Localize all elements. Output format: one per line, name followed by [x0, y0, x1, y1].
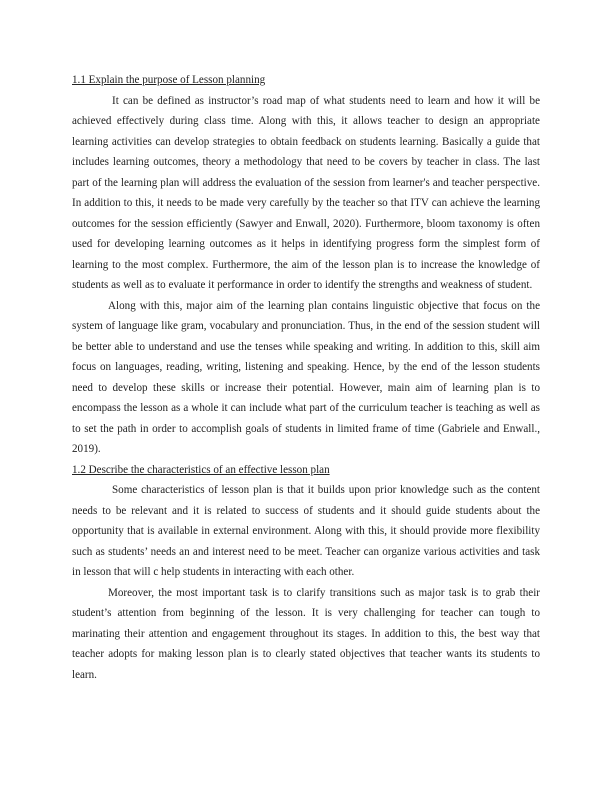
paragraph-purpose-aims: Along with this, major aim of the learning plan contains linguistic objective that focus on the system of language like gram, vocabulary and pronunciation. Thus, in the end of the session student will be better able to understand and use the tenses while speaking and writing. In addition to this, skill aim focus on languages, reading, writing, listening and speaking. Hence, by the end of the lesson students need to develop these skills or increase their potential. However, main aim of learning plan is to encompass the lesson as a whole it can include what part of the curriculum teacher is teaching as well as to set the path in order to accomplish goals of students in limited frame of time (Gabriele and Enwall., 2019). — [72, 299, 540, 455]
section-heading-purpose — [72, 70, 540, 91]
document-page — [72, 70, 540, 685]
section-heading-characteristics — [72, 460, 540, 481]
paragraph-characteristics: Some characteristics of lesson plan is that it builds upon prior knowledge such as the content needs to be relevant and it is related to success of students and it should guide students about the opportunity that is available in external environment. Along with this, it should provide more flexibility such as students’ needs an and interest need to be meet. Teacher can organize various activities and task in lesson that will c help students in interacting with each other. — [72, 484, 540, 578]
section-heading-characteristics-main: characteristics of an effective lesson plan — [147, 463, 330, 476]
paragraph-transitions: Moreover, the most important task is to clarify transitions such as major task is to grab their student’s attention from beginning of the lesson. It is very challenging for teacher can tough to marinating their attention and engagement throughout its stages. In addition to this, the best way that teacher adopts for making lesson plan is to clearly stated objectives that teacher wants its students to learn. — [72, 586, 540, 681]
paragraph-purpose-definition: It can be defined as instructor’s road map of what students need to learn and how it will be achieved effectively during class time. Along with this, it allows teacher to design an appropriate learning activities can develop strategies to obtain feedback on students learning. Basically a guide that includes learning outcomes, theory a methodology that need to be covers by teacher in class. The last part of the learning plan will address the evaluation of the session from learner's and teacher perspective. In addition to this, it needs to be made very carefully by the teacher so that ITV can achieve the learning outcomes for the session efficiently (Sawyer and Enwall, 2020). Furthermore, bloom taxonomy is often used for developing learning outcomes as it helps in identifying progress form the simplest form of learning to the most complex. Furthermore, the aim of the lesson plan is to increase the knowledge of students as well as to evaluate it performance in order to identify the strengths and weakness of student. — [72, 94, 540, 291]
section-heading-purpose-text: 1.1 Explain the purpose of Lesson planning — [72, 74, 266, 86]
section-heading-characteristics-prefix: 1.2 Describe the — [72, 463, 148, 476]
